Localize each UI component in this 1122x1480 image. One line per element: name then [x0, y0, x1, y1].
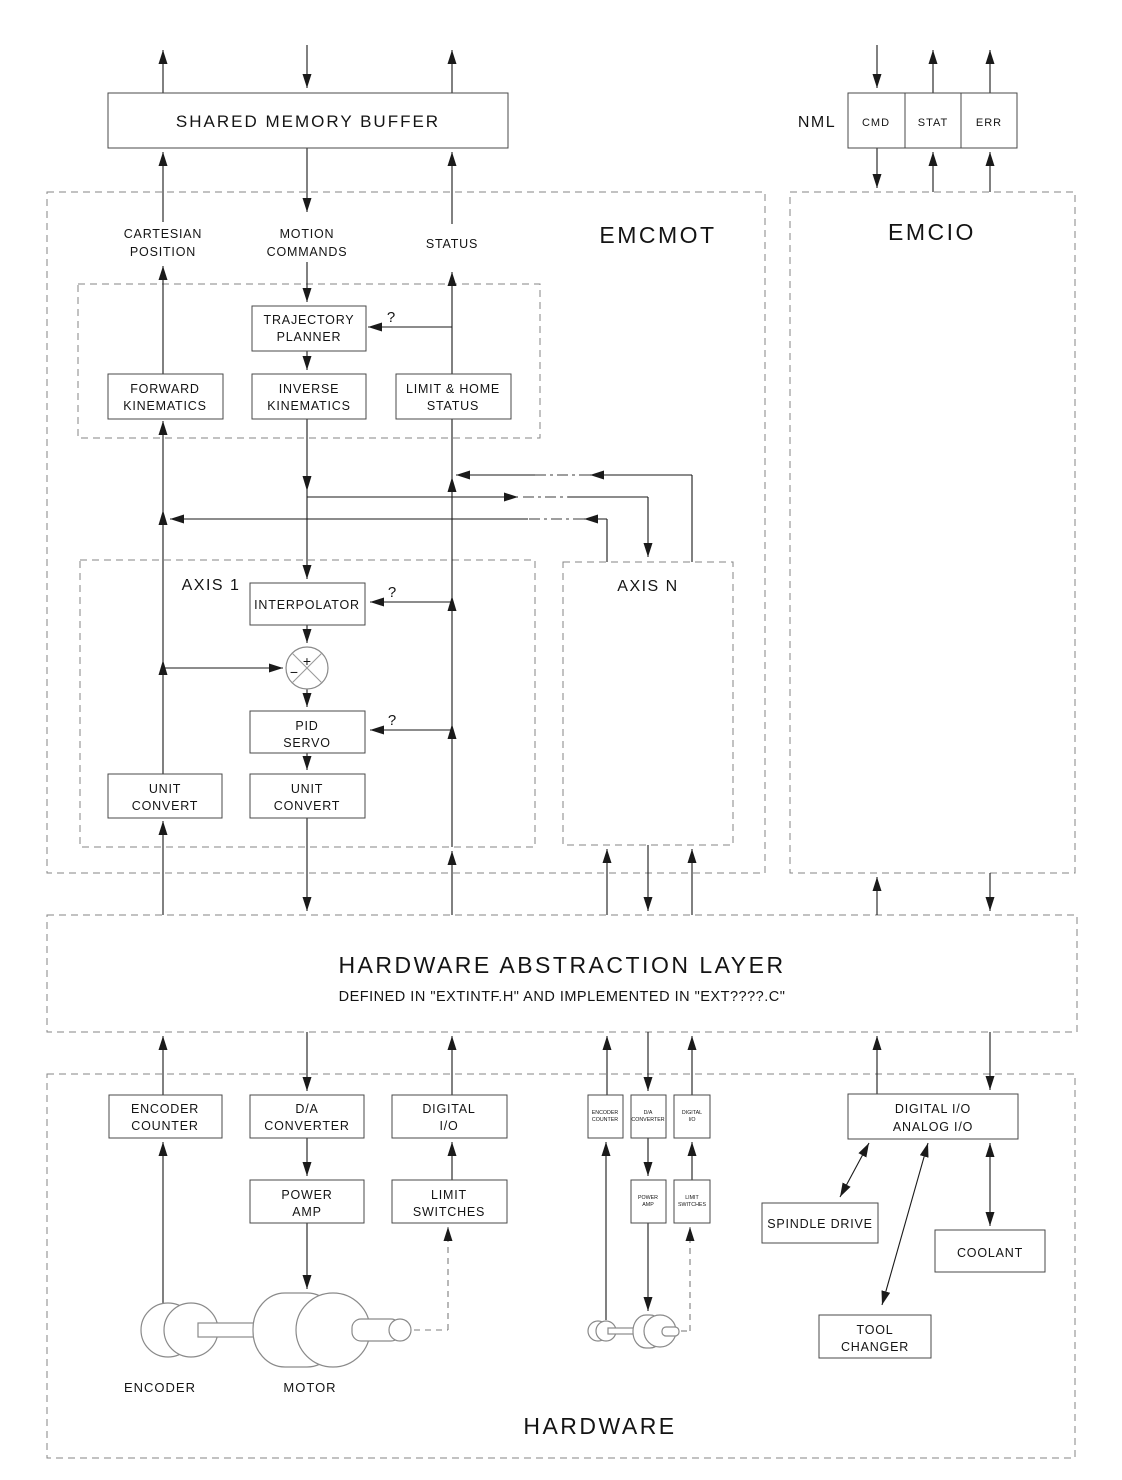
- limit-home-status-label: LIMIT & HOME: [405, 382, 501, 396]
- question-mark-pid: ?: [387, 712, 397, 729]
- axisn-container: [563, 562, 733, 845]
- tool-changer-label: TOOL: [856, 1323, 894, 1337]
- sum-minus-sign: −: [289, 664, 299, 680]
- stat-label: STAT: [917, 117, 949, 129]
- emcio-container: [790, 192, 1075, 873]
- svg-text:SWITCHES: SWITCHES: [412, 1205, 486, 1219]
- digital-io-label: DIGITAL: [422, 1102, 476, 1116]
- pid-servo-label: PID: [295, 719, 319, 733]
- digital-analog-io-label: DIGITAL I/O: [894, 1102, 972, 1116]
- svg-text:SERVO: SERVO: [283, 736, 331, 750]
- svg-text:COMMANDS: COMMANDS: [266, 245, 348, 259]
- svg-text:KINEMATICS: KINEMATICS: [267, 399, 351, 413]
- cmd-label: CMD: [861, 117, 891, 129]
- nml-label: NML: [797, 114, 837, 131]
- trajectory-planner-label: TRAJECTORY: [263, 313, 355, 327]
- svg-text:COUNTER: COUNTER: [591, 1117, 619, 1123]
- svg-text:I/O: I/O: [439, 1119, 459, 1133]
- motor-drawing-label: MOTOR: [283, 1380, 337, 1395]
- emcmot-container: [47, 192, 765, 873]
- svg-text:SWITCHES: SWITCHES: [678, 1202, 706, 1208]
- svg-text:CONVERT: CONVERT: [131, 799, 199, 813]
- encoder-counter-label: ENCODER: [130, 1102, 200, 1116]
- axis1-label: AXIS 1: [181, 577, 241, 594]
- svg-text:POSITION: POSITION: [129, 245, 197, 259]
- mini-digital-io-label: DIGITAL: [681, 1110, 703, 1116]
- spindle-drive-label: SPINDLE DRIVE: [767, 1217, 873, 1231]
- da-converter-label: D/A: [295, 1102, 319, 1116]
- unit-convert-center-label: UNIT: [290, 782, 324, 796]
- mini-motor-encoder-drawing: [588, 1315, 679, 1348]
- question-mark-interpolator: ?: [387, 584, 397, 601]
- svg-text:CONVERT: CONVERT: [273, 799, 341, 813]
- coolant-label: COOLANT: [956, 1246, 1024, 1260]
- svg-text:KINEMATICS: KINEMATICS: [123, 399, 207, 413]
- mini-limit-switches-label: LIMIT: [685, 1195, 699, 1201]
- shared-memory-buffer-label: SHARED MEMORY BUFFER: [175, 112, 441, 131]
- cartesian-position-label: CARTESIAN: [123, 227, 203, 241]
- svg-text:CONVERTER: CONVERTER: [264, 1119, 350, 1133]
- motion-commands-label: MOTION: [279, 227, 335, 241]
- unit-convert-left-label: UNIT: [148, 782, 182, 796]
- interpolator-label: INTERPOLATOR: [254, 598, 360, 612]
- hardware-title: HARDWARE: [523, 1413, 677, 1439]
- blocks: [108, 93, 1045, 1358]
- axisn-label: AXIS N: [617, 578, 679, 595]
- svg-text:ANALOG I/O: ANALOG I/O: [892, 1120, 974, 1134]
- mini-da-converter-label: D/A: [643, 1110, 653, 1116]
- mini-power-amp-label: POWER: [637, 1195, 659, 1201]
- emcmot-title: EMCMOT: [599, 222, 717, 248]
- svg-text:COUNTER: COUNTER: [131, 1119, 199, 1133]
- question-mark-trajectory: ?: [386, 309, 396, 326]
- hal-title: HARDWARE ABSTRACTION LAYER: [338, 952, 786, 978]
- svg-text:AMP: AMP: [292, 1205, 322, 1219]
- svg-text:CHANGER: CHANGER: [840, 1340, 910, 1354]
- svg-text:PLANNER: PLANNER: [276, 330, 342, 344]
- mini-encoder-counter-label: ENCODER: [591, 1110, 619, 1116]
- status-label: STATUS: [425, 237, 479, 251]
- motor-encoder-drawing: [141, 1293, 411, 1367]
- svg-text:I/O: I/O: [688, 1117, 696, 1123]
- limit-switches-label: LIMIT: [431, 1188, 467, 1202]
- hal-subtitle: DEFINED IN "EXTINTF.H" AND IMPLEMENTED IN "EXT????.C": [338, 989, 786, 1005]
- power-amp-label: POWER: [281, 1188, 333, 1202]
- encoder-drawing-label: ENCODER: [123, 1380, 197, 1395]
- svg-text:AMP: AMP: [642, 1202, 654, 1208]
- inverse-kinematics-label: INVERSE: [278, 382, 340, 396]
- emcio-title: EMCIO: [888, 219, 976, 245]
- svg-text:STATUS: STATUS: [426, 399, 480, 413]
- svg-text:CONVERTER: CONVERTER: [631, 1117, 665, 1123]
- forward-kinematics-label: FORWARD: [130, 382, 200, 396]
- sum-plus-sign: +: [302, 653, 312, 669]
- err-label: ERR: [975, 117, 1003, 129]
